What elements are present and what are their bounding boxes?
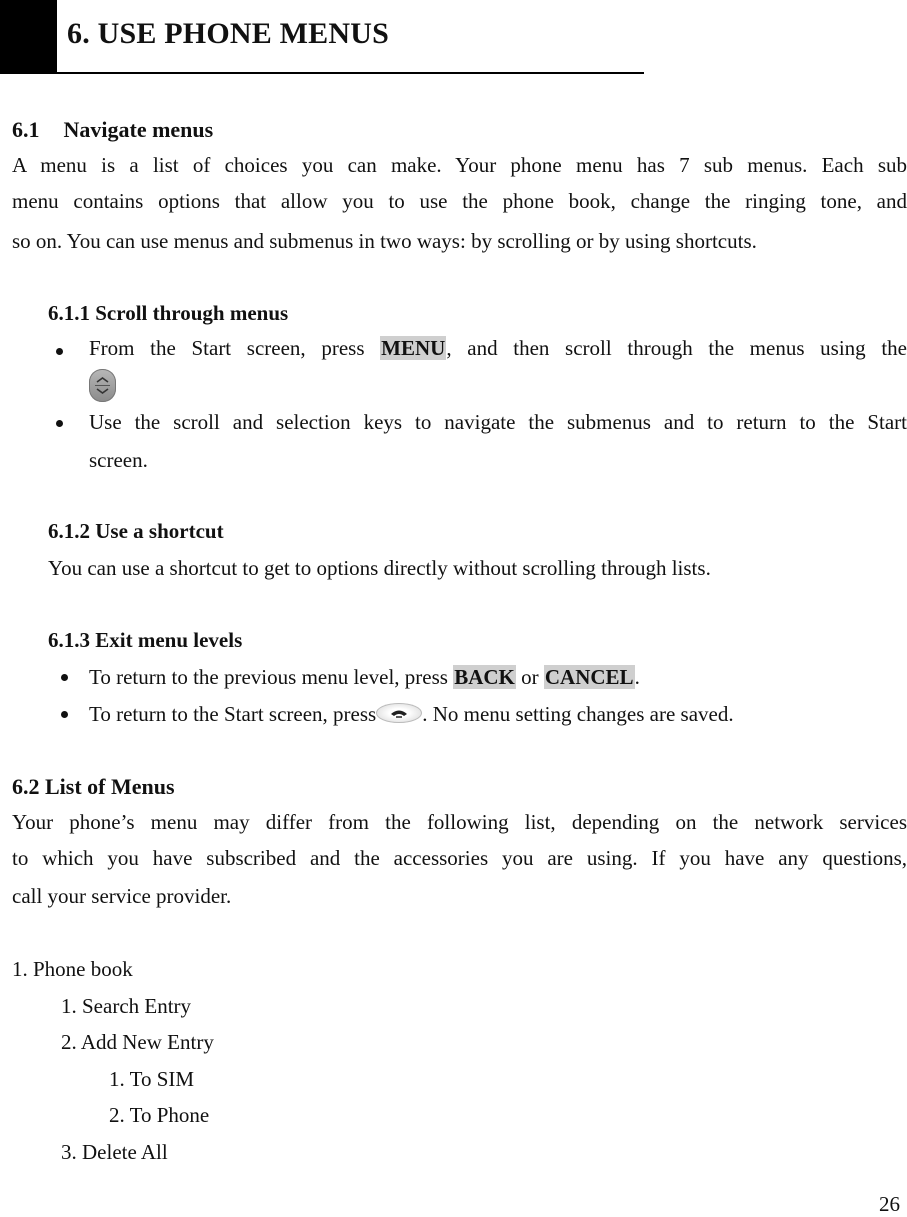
bullet-text-part: , and then scroll through the menus using the bbox=[446, 336, 907, 360]
bullet-text-part: From the Start screen, press bbox=[89, 336, 381, 360]
bullet bbox=[56, 348, 63, 355]
bullet-text-part: . bbox=[634, 665, 640, 689]
section-6-2-heading: 6.2 List of Menus bbox=[12, 774, 175, 799]
cancel-key-label: CANCEL bbox=[544, 665, 634, 689]
section-6-1-line-2: menu contains options that allow you to use the phone book, change the ringing tone, and bbox=[12, 189, 907, 213]
section-6-2-line-1: Your phone’s menu may differ from the following list, depending on the network services bbox=[12, 810, 907, 834]
subsection-6-1-3-heading: 6.1.3 Exit menu levels bbox=[48, 628, 243, 652]
menu-key-label: MENU bbox=[381, 336, 446, 360]
subsection-6-1-2-heading: 6.1.2 Use a shortcut bbox=[48, 519, 224, 543]
bullet-text bbox=[89, 665, 640, 690]
bullet-text-part: To return to the previous menu level, press bbox=[89, 665, 454, 689]
bullet bbox=[61, 711, 68, 718]
page-number: 26 bbox=[879, 1192, 900, 1216]
section-6-2-line-3: call your service provider. bbox=[12, 884, 232, 908]
subsection-6-1-1-heading: 6.1.1 Scroll through menus bbox=[48, 301, 289, 325]
bullet bbox=[56, 420, 63, 427]
chapter-marker-block bbox=[0, 0, 57, 73]
menu-list-item-add-new-entry: 2. Add New Entry bbox=[61, 1030, 214, 1054]
section-6-1-line-3: so on. You can use menus and submenus in two ways: by scrolling or by using shortcuts. bbox=[12, 229, 757, 253]
bullet-text bbox=[89, 330, 907, 367]
section-6-1-heading bbox=[12, 117, 213, 143]
section-6-2-line-2: to which you have subscribed and the accessories you are using. If you have any questions, bbox=[12, 846, 907, 870]
chapter-title: 6. USE PHONE MENUS bbox=[67, 17, 389, 50]
menu-list-item-search-entry: 1. Search Entry bbox=[61, 994, 192, 1018]
bullet-text-part: To return to the Start screen, press bbox=[89, 702, 377, 726]
menu-list-item-to-phone: 2. To Phone bbox=[109, 1103, 210, 1127]
section-6-1-line-1: A menu is a list of choices you can make. Your phone menu has 7 sub menus. Each sub bbox=[12, 153, 907, 177]
bullet-text-part: . No menu setting changes are saved. bbox=[422, 702, 734, 726]
bullet-text-line-2: screen. bbox=[89, 448, 148, 472]
end-key-icon bbox=[376, 703, 422, 723]
menu-list-item-phone-book: 1. Phone book bbox=[12, 957, 133, 981]
subsection-6-1-2-text: You can use a shortcut to get to options directly without scrolling through lists. bbox=[48, 556, 711, 580]
scroll-key-icon bbox=[89, 369, 116, 402]
menu-list-item-to-sim: 1. To SIM bbox=[109, 1067, 195, 1091]
chapter-underline bbox=[0, 72, 644, 74]
back-key-label: BACK bbox=[454, 665, 515, 689]
section-title: Navigate menus bbox=[63, 117, 214, 142]
section-number: 6.1 bbox=[12, 117, 40, 142]
bullet bbox=[61, 674, 68, 681]
bullet-text-part: or bbox=[515, 665, 544, 689]
bullet-text bbox=[89, 702, 734, 727]
bullet-text-line-1: Use the scroll and selection keys to navigate the submenus and to return to the Start bbox=[89, 410, 907, 434]
menu-list-item-delete-all: 3. Delete All bbox=[61, 1140, 168, 1164]
